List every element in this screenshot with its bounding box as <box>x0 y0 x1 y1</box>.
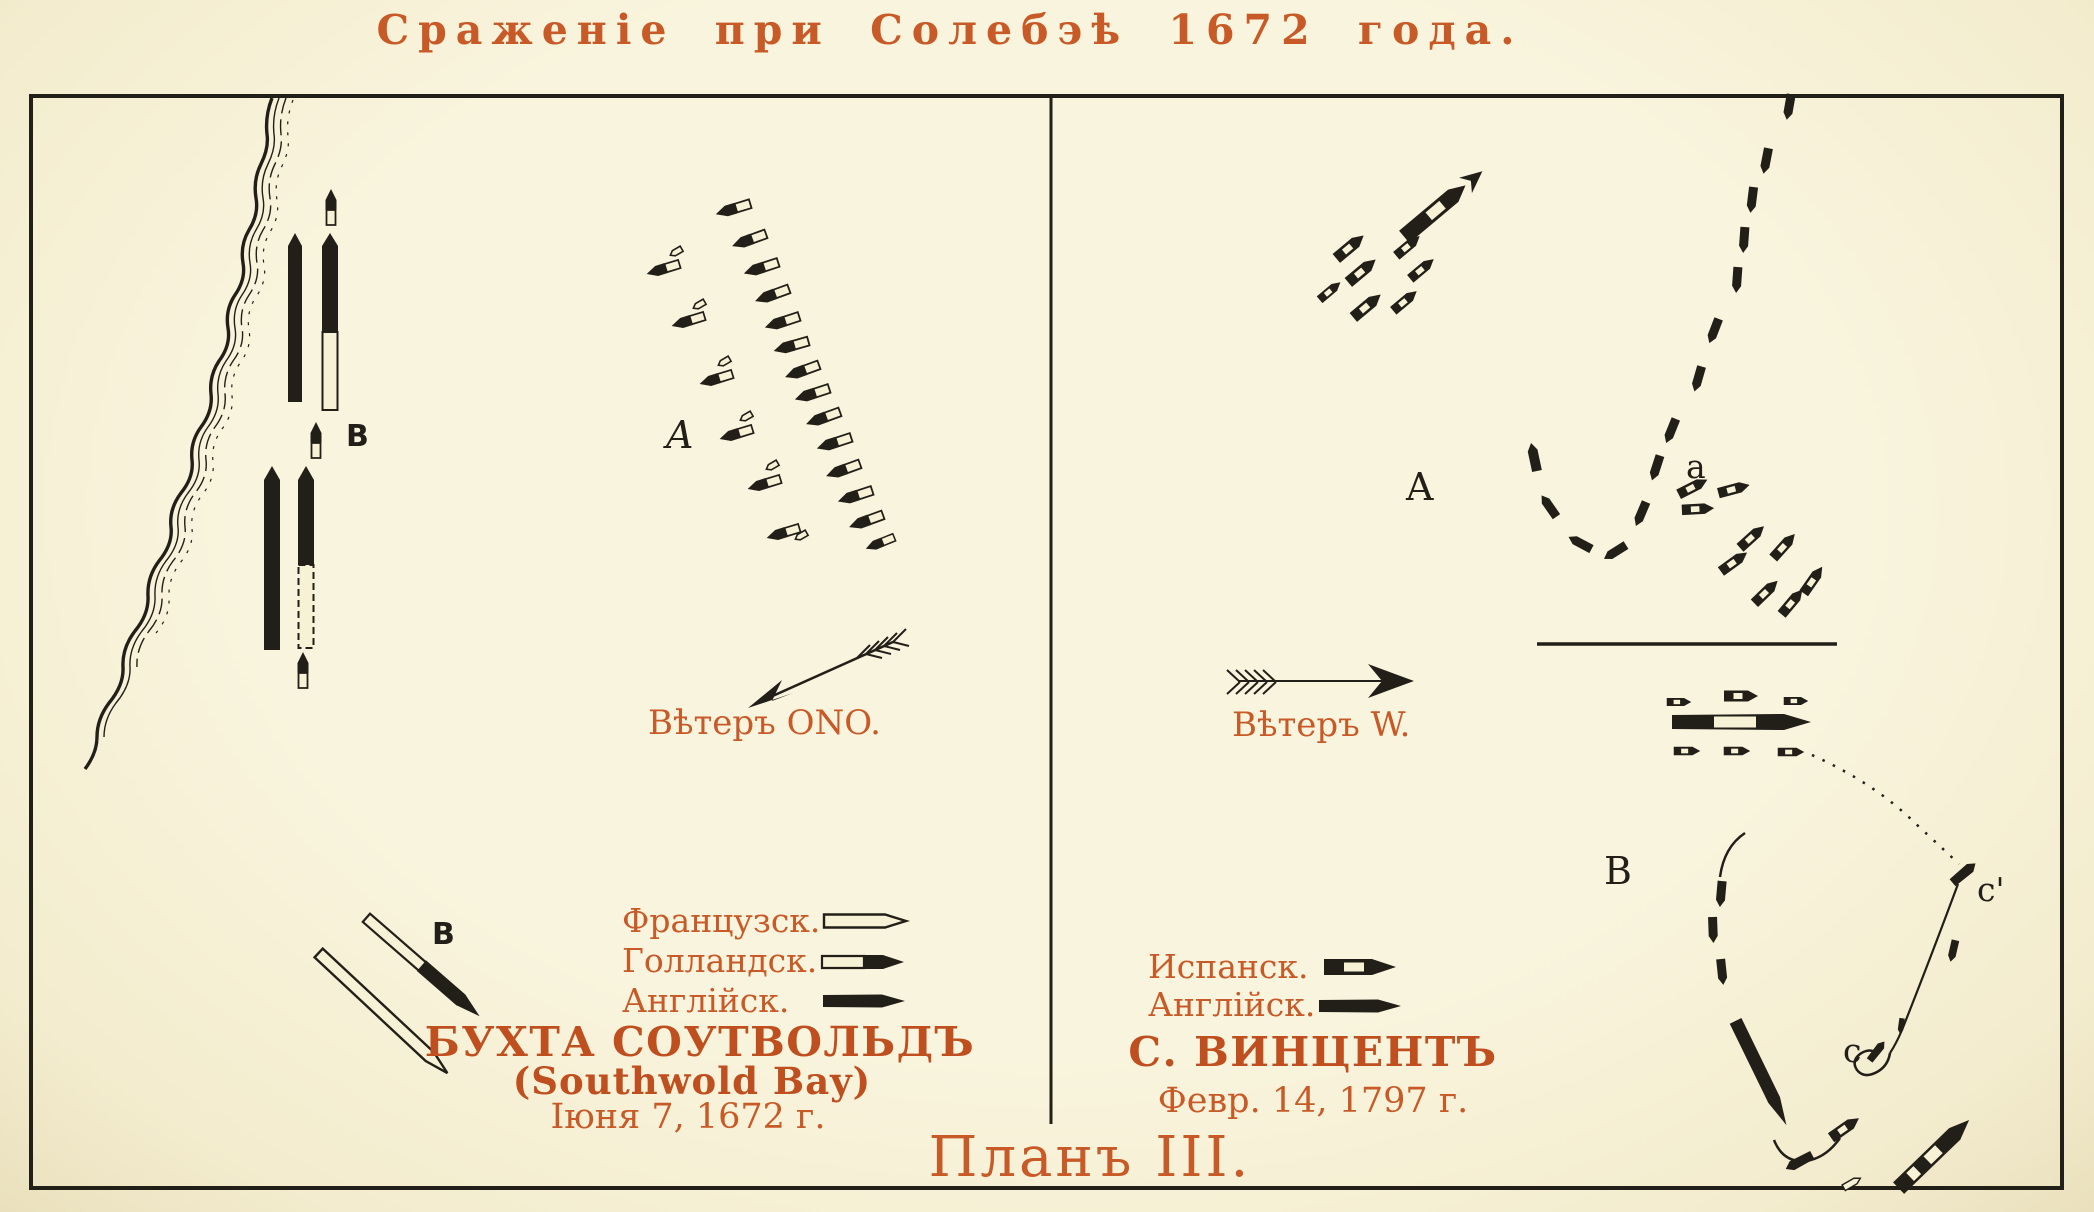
spanish-ship-icon <box>1324 959 1396 975</box>
plate-title: Сраженіе при Солебэѣ 1672 года. <box>376 6 1524 54</box>
wind-label-right: Вѣтеръ W. <box>1232 705 1411 745</box>
legend-label-english: Англійск. <box>622 981 790 1020</box>
marker-c: c <box>1843 1031 1862 1070</box>
cut-off-ships <box>1855 860 1979 1076</box>
marker-b-right: B <box>1604 849 1632 893</box>
marker-a-right: A <box>1406 465 1434 509</box>
right-panel-date: Февр. 14, 1797 г. <box>1157 1081 1469 1121</box>
spanish-fleet-cluster <box>1317 164 1489 322</box>
wind-arrow-w <box>1227 664 1414 698</box>
wind-label-left: Вѣтеръ ONO. <box>648 703 881 743</box>
legend-right <box>1148 947 1401 1024</box>
legend-label-french: Французск. <box>622 901 821 940</box>
spanish-column-icon <box>1893 1114 1975 1194</box>
marker-c-prime: c' <box>1977 870 2005 909</box>
allied-line-ahead <box>714 198 896 553</box>
british-squadron-b <box>1708 833 1975 1194</box>
legend-label-dutch: Голландск. <box>622 941 818 980</box>
british-line-dashes <box>1526 93 1796 562</box>
legend-label-english-r: Англійск. <box>1148 985 1316 1024</box>
marker-b-south: B <box>432 917 455 952</box>
left-panel-date: Іюня 7, 1672 г. <box>550 1097 826 1137</box>
right-panel-title: С. ВИНЦЕНТЪ <box>1128 1028 1498 1076</box>
french-ship-icon <box>824 915 906 928</box>
coastline <box>85 98 293 769</box>
marker-a-small: a <box>1686 447 1706 486</box>
plan-caption: Планъ III. <box>928 1125 1252 1190</box>
left-panel-title: БУХТА СОУТВОЛЬДЪ <box>424 1018 976 1066</box>
dutch-ship-icon <box>822 955 904 969</box>
legend-left <box>622 901 906 1020</box>
english-ship-icon <box>823 995 905 1008</box>
wind-arrow-ono <box>748 629 909 708</box>
flagship-icon <box>1398 164 1489 245</box>
combined-squadron <box>1667 691 1959 865</box>
anchored-fleet-north <box>288 189 338 458</box>
legend-label-spanish: Испанск. <box>1148 947 1309 986</box>
anchored-fleet-south <box>264 466 314 688</box>
left-panel-subtitle: (Southwold Bay) <box>512 1059 872 1103</box>
marker-a-left: A <box>666 413 694 457</box>
spanish-rear-group <box>1676 475 1826 618</box>
marker-b-anchor: B <box>346 419 369 454</box>
english-ship-icon-r <box>1319 1000 1401 1013</box>
